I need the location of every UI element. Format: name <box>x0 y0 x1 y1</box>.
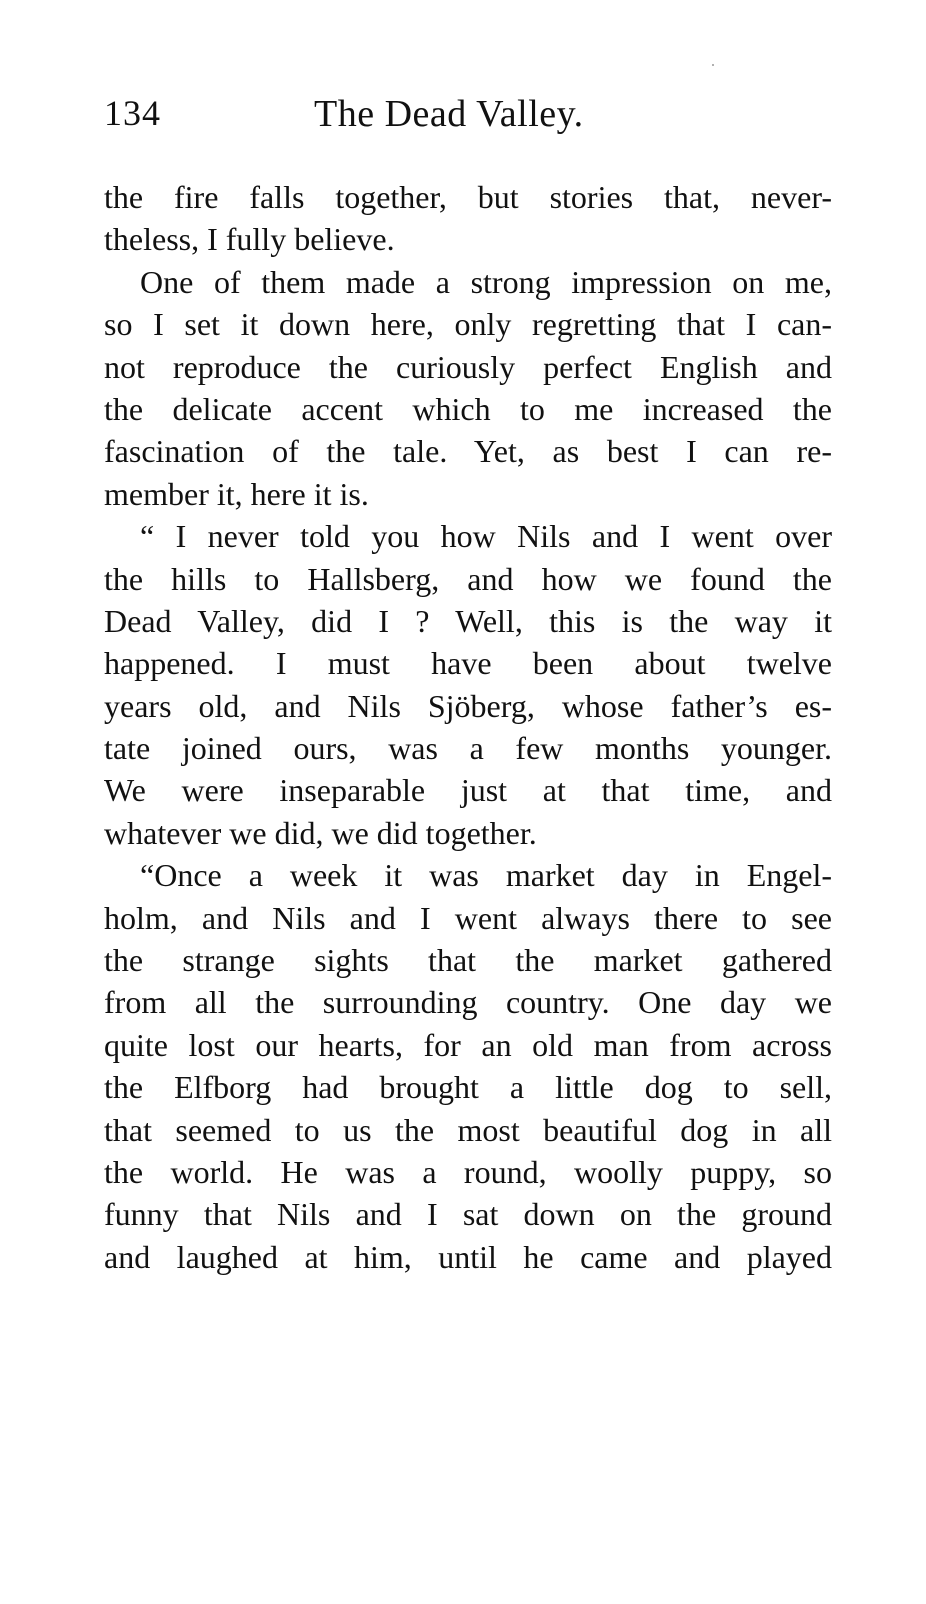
body-text <box>104 176 832 1278</box>
text-line: One of them made a strong impression on me, <box>140 263 832 300</box>
text-line: so I set it down here, only regretting that I can- <box>104 306 832 343</box>
text-line: “Once a week it was market day in Engel- <box>140 857 832 894</box>
text-line: theless, I fully believe. <box>104 221 395 258</box>
page-number: 134 <box>104 93 161 133</box>
text-line: from all the surrounding country. One day we <box>104 984 832 1021</box>
text-line: that seemed to us the most beautiful dog in all <box>104 1111 832 1148</box>
text-line: tate joined ours, was a few months younger. <box>104 730 832 767</box>
text-line: whatever we did, we did together. <box>104 814 537 851</box>
text-line: and laughed at him, until he came and played <box>104 1238 832 1275</box>
text-line: the delicate accent which to me increased the <box>104 390 832 427</box>
paper-speck <box>712 64 714 66</box>
text-line: the strange sights that the market gathered <box>104 942 832 979</box>
text-line: fascination of the tale. Yet, as best I can re- <box>104 433 832 470</box>
running-head-title: The Dead Valley. <box>314 93 584 135</box>
text-line: We were inseparable just at that time, and <box>104 772 832 809</box>
text-line: holm, and Nils and I went always there to see <box>104 899 832 936</box>
text-line: Dead Valley, did I ? Well, this is the way it <box>104 602 832 639</box>
text-line: quite lost our hearts, for an old man from across <box>104 1026 832 1063</box>
text-line: “ I never told you how Nils and I went over <box>140 518 832 555</box>
text-line: not reproduce the curiously perfect English and <box>104 348 832 385</box>
text-line: happened. I must have been about twelve <box>104 645 832 682</box>
text-line: the hills to Hallsberg, and how we found the <box>104 560 832 597</box>
text-line: funny that Nils and I sat down on the ground <box>104 1196 832 1233</box>
text-line: member it, here it is. <box>104 475 369 512</box>
text-line: the Elfborg had brought a little dog to sell, <box>104 1069 832 1106</box>
text-line: years old, and Nils Sjöberg, whose father’s es- <box>104 687 832 724</box>
text-line: the fire falls together, but stories that, never- <box>104 179 832 215</box>
page-header <box>104 92 832 148</box>
text-line: the world. He was a round, woolly puppy, so <box>104 1153 832 1190</box>
